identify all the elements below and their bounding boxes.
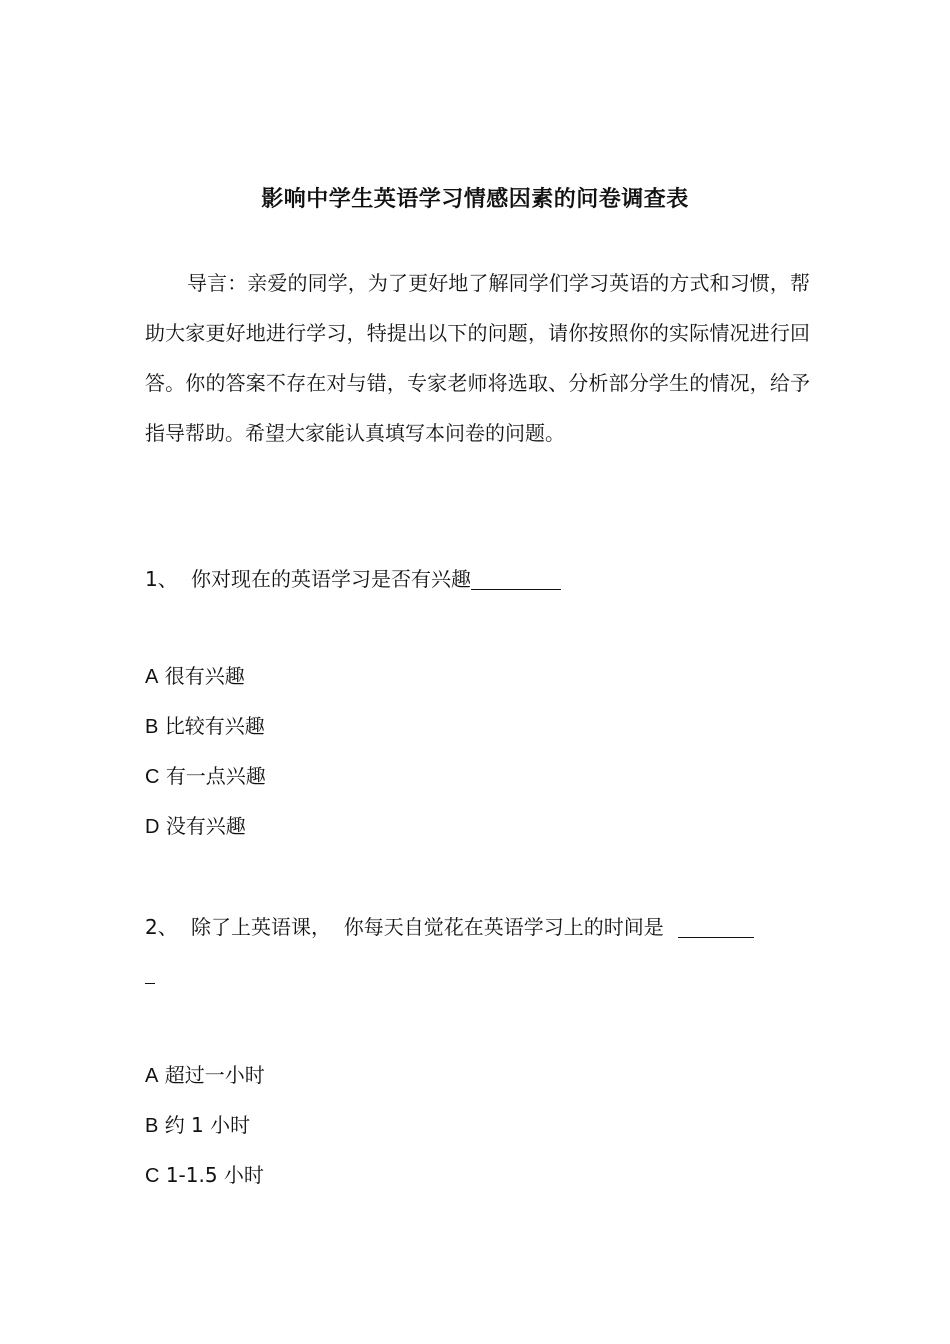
option-item[interactable]: [145, 710, 265, 739]
option-letter: B: [145, 1115, 159, 1137]
option-text: 比较有兴趣: [164, 714, 265, 738]
page-title: 影响中学生英语学习情感因素的问卷调查表: [261, 187, 689, 212]
option-text: 没有兴趣: [165, 814, 246, 838]
option-letter: A: [145, 1065, 159, 1087]
option-item[interactable]: [145, 660, 245, 689]
option-letter: C: [145, 1165, 160, 1187]
option-text: 很有兴趣: [164, 664, 245, 688]
question-1: [145, 563, 561, 592]
option-text: 超过一小时: [164, 1063, 265, 1087]
answer-blank[interactable]: [678, 915, 754, 938]
option-item[interactable]: [145, 810, 246, 839]
answer-blank[interactable]: [145, 961, 155, 984]
option-letter: B: [145, 716, 159, 738]
option-item[interactable]: [145, 1159, 264, 1188]
question-text: 你对现在的英语学习是否有兴趣: [191, 567, 471, 591]
option-item[interactable]: [145, 1109, 250, 1138]
option-item[interactable]: [145, 1059, 265, 1088]
intro-paragraph: 导言：亲爱的同学，为了更好地了解同学们学习英语的方式和习惯，帮助大家更好地进行学习，特提出以下的问题，请你按照你的实际情况进行回答。你的答案不存在对与错，专家老师将选取、分析部分学生的情况，给予指导帮助。希望大家能认真填写本问卷的问题。: [145, 271, 810, 445]
answer-blank[interactable]: [471, 567, 561, 590]
option-letter: D: [145, 816, 160, 838]
option-text: 有一点兴趣: [165, 764, 266, 788]
question-number: 1、: [145, 567, 178, 591]
option-text: 约 1 小时: [164, 1113, 251, 1137]
option-item[interactable]: [145, 760, 266, 789]
question-2: [145, 911, 754, 940]
option-text: 1-1.5 小时: [165, 1163, 264, 1187]
answer-blank-continued: [145, 961, 155, 985]
option-letter: C: [145, 766, 160, 788]
option-letter: A: [145, 666, 159, 688]
question-number: 2、: [145, 915, 178, 939]
question-text: 除了上英语课， 你每天自觉花在英语学习上的时间是: [191, 915, 664, 939]
